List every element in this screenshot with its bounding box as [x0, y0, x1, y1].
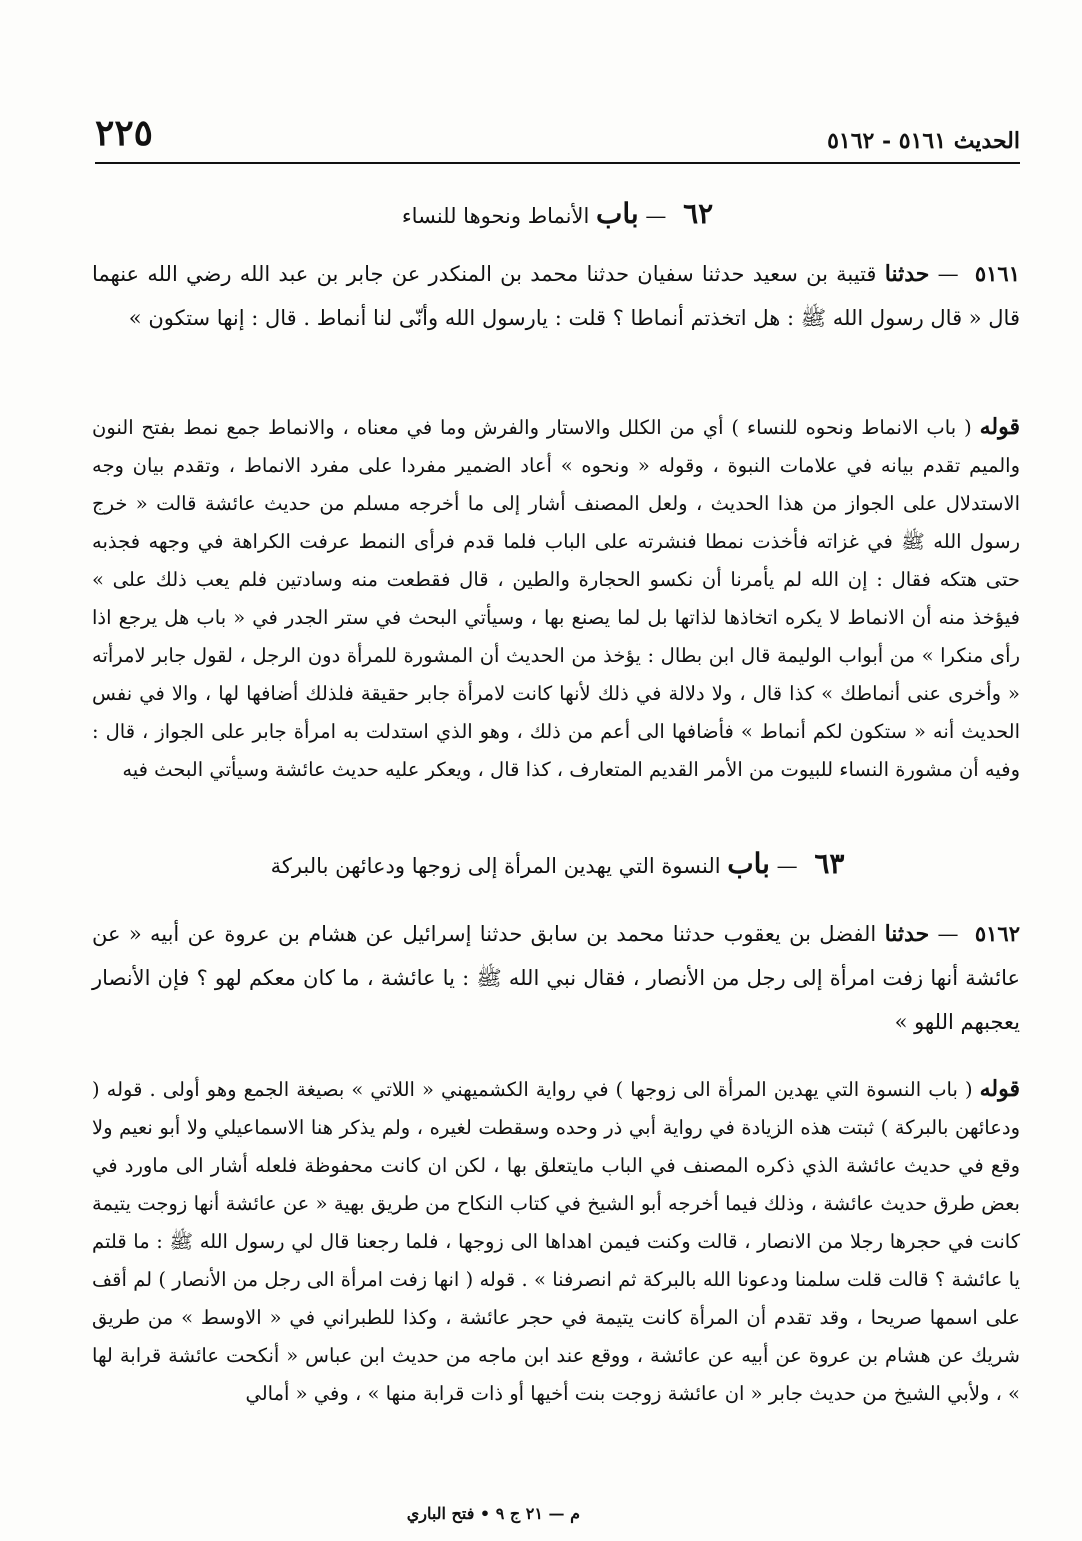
chapter-dash: — — [645, 204, 667, 228]
chapter-heading-63 — [95, 847, 1020, 880]
hadith-lead: حدثنا — [884, 261, 930, 287]
chapter-number: ٦٣ — [814, 847, 845, 880]
chapter-title: الأنماط ونحوها للنساء — [401, 204, 590, 228]
chapter-word: باب — [727, 847, 770, 880]
commentary-text: ( باب النسوة التي يهدين المرأة الى زوجها ) في رواية الكشميهني « اللاتي » بصيغة الجمع وهو أولى . قوله ( ودعائهن بالبركة ) ثبتت هذه الزيادة في رواية أبي ذر وحده وسقطت لغيره ، ولم يذكر هنا الاسماعيلي ولا أبو نعيم ولا وقع في حديث عائشة الذي ذكره المصنف في الباب مايتعلق بها ، لكن ان كانت محفوظة فلعله أشار الى ماورد في بعض طرق حديث عائشة ، وذلك فيما أخرجه أبو الشيخ في كتاب النكاح من طريق بهية « عن عائشة أنها زوجت يتيمة كانت في حجرها رجلا من الانصار ، قالت وكنت فيمن اهداها الى زوجها ، فلما رجعنا قال لي رسول الله ﷺ : ما قلتم يا عائشة ؟ قالت قلت سلمنا ودعونا الله بالبركة ثم انصرفنا » . قوله ( انها زفت امرأة الى رجل من الأنصار ) لم أقف على اسمها صريحا ، وقد تقدم أن المرأة كانت يتيمة في حجر عائشة ، وكذا للطبراني في « الاوسط » من طريق شريك عن هشام بن عروة عن أبيه عن عائشة ، ووقع عند ابن ماجه من حديث ابن عباس « أنكحت عائشة قرابة لها » ، ولأبي الشيخ من حديث جابر « ان عائشة زوجت بنت أخيها أو ذات قرابة منها » ، وفي « أمالي — [92, 1078, 1020, 1405]
chapter-dash: — — [776, 854, 798, 878]
hadith-dash: — — [937, 262, 959, 286]
commentary-lead: قوله — [979, 1076, 1021, 1102]
hadith-number: ٥١٦١ — [974, 261, 1020, 286]
running-title: الحديث ٥١٦١ - ٥١٦٢ — [827, 128, 1020, 154]
chapter-heading-62 — [95, 197, 1020, 230]
hadith-5162 — [92, 912, 1020, 1044]
page-header — [95, 108, 1020, 164]
hadith-dash: — — [937, 922, 959, 946]
hadith-number: ٥١٦٢ — [974, 921, 1020, 946]
hadith-5161 — [92, 252, 1020, 340]
commentary-text: ( باب الانماط ونحوه للنساء ) أي من الكلل والاستار والفرش وما في معناه ، والانماط جمع نمط بفتح النون والميم تقدم بيانه في علامات النبوة ، وقوله « ونحوه » أعاد الضمير مفردا على مفرد الانماط ، وتقدم بيان وجه الاستدلال على الجواز من هذا الحديث ، ولعل المصنف أشار إلى ما أخرجه مسلم من حديث عائشة قالت « خرج رسول الله ﷺ في غزاته فأخذت نمطا فنشرته على الباب فلما قدم فرأى النمط عرفت الكراهة في وجهه فجذبه حتى هتكه فقال : إن الله لم يأمرنا أن نكسو الحجارة والطين ، قال فقطعت منه وسادتين فلم يعب ذلك على » فيؤخذ منه أن الانماط لا يكره اتخاذها لذاتها بل لما يصنع بها ، وسيأتي البحث في ستر الجدر في « باب هل يرجع اذا رأى منكرا » من أبواب الوليمة قال ابن بطال : يؤخذ من الحديث أن المشورة للمرأة دون الرجل ، لقول جابر لامرأته « وأخرى عنى أنماطك » كذا قال ، ولا دلالة في ذلك لأنها كانت لامرأة جابر حقيقة فلذلك أضافها لها ، والا في نفس الحديث أنه « ستكون لكم أنماط » فأضافها الى أعم من ذلك ، وهو الذي استدلت به امرأة جابر على الجواز ، قال : وفيه أن مشورة النساء للبيوت من الأمر القديم المتعارف ، كذا قال ، ويعكر عليه حديث عائشة وسيأتي البحث فيه — [92, 416, 1020, 781]
signature-mark: م — ٢١ ج ٩ • فتح الباري — [406, 1504, 580, 1523]
commentary-lead: قوله — [979, 414, 1020, 440]
chapter-number: ٦٢ — [683, 197, 714, 230]
chapter-word: باب — [596, 197, 639, 230]
hadith-text: الفضل بن يعقوب حدثنا محمد بن سابق حدثنا إسرائيل عن هشام بن عروة عن أبيه « عن عائشة أنها زفت امرأة إلى رجل من الأنصار ، فقال نبي الله ﷺ : يا عائشة ، ما كان معكم لهو ؟ فإن الأنصار يعجبهم اللهو » — [92, 922, 1020, 1034]
hadith-lead: حدثنا — [884, 921, 930, 947]
page-number: ٢٢٥ — [95, 112, 154, 154]
chapter-title: النسوة التي يهدين المرأة إلى زوجها ودعائهن بالبركة — [270, 854, 721, 878]
commentary-5161 — [92, 408, 1020, 789]
commentary-5162 — [92, 1070, 1020, 1413]
hadith-text: قتيبة بن سعيد حدثنا سفيان حدثنا محمد بن المنكدر عن جابر بن عبد الله رضي الله عنهما قال « قال رسول الله ﷺ : هل اتخذتم أنماطا ؟ قلت : يارسول الله وأنّى لنا أنماط . قال : إنها ستكون » — [92, 262, 1020, 330]
